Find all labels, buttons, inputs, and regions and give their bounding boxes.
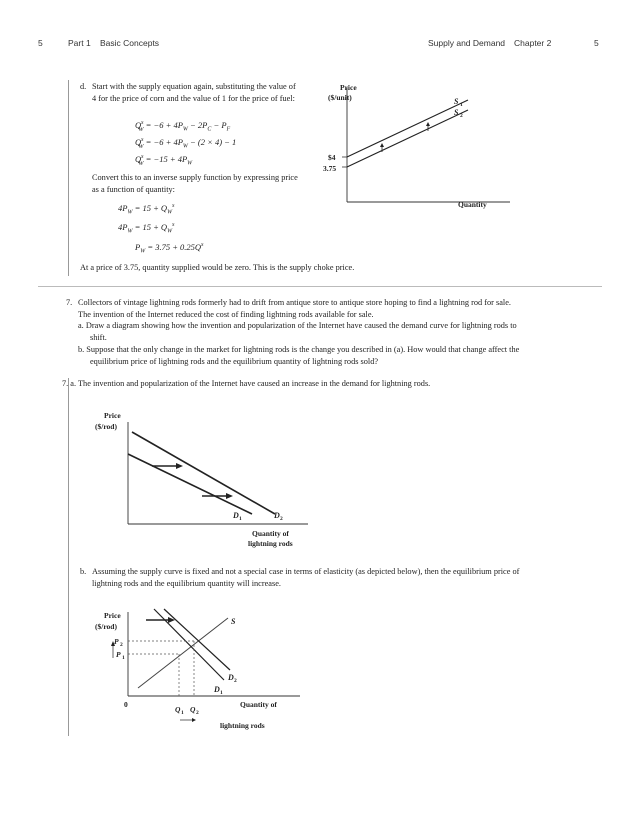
part-d-convert: Convert this to an inverse supply function by expressing price as a function of quantity: — [92, 173, 298, 194]
chart1-y-label-2: ($/unit) — [328, 93, 352, 102]
answer-7a: 7. a. The invention and popularization of the Internet have caused an increase in the demand for lightning rods. — [62, 379, 431, 388]
chart2-y-label-2: ($/rod) — [95, 422, 117, 431]
label-s1: S — [454, 97, 459, 106]
question-7-text: Collectors of vintage lightning rods formerly had to drift from antique store to antique store hoping to find a lightning rod for sale. The invention of the Internet reduced the cost of finding lightning rods available for sale. — [78, 298, 511, 319]
part-title: Basic Concepts — [100, 38, 160, 48]
chapter-label: Chapter 2 — [514, 38, 552, 48]
equation-1: $Q^s_W = -6 + 4P_W - 2P_C - P_F$ — [135, 120, 231, 133]
inverse-eq-3: $P_W = 3.75 + 0.25Q^s$ — [135, 242, 204, 255]
chart2-x-label-2: lightning rods — [248, 539, 293, 548]
chart1-y-label-1: Price — [340, 83, 357, 92]
left-margin-rule-2 — [68, 378, 69, 736]
label-d2: D — [228, 673, 234, 682]
demand-shift-chart — [80, 402, 340, 552]
demand-curve-d1 — [128, 454, 252, 514]
chart3-x-label-1: Quantity of — [240, 700, 277, 709]
supply-shift-chart — [320, 78, 520, 213]
label-q1-sub: 1 — [181, 710, 184, 716]
label-zero: 0 — [124, 700, 128, 709]
demand-arrow-upper-head — [176, 463, 183, 469]
answer-7b: Assuming the supply curve is fixed and not a special case in terms of elasticity (as depicted below), then the equilibrium price of lightning rods and the equilibrium quantity will increase. — [92, 567, 520, 588]
answer-7b-label: b. — [80, 567, 87, 576]
question-7a: a. Draw a diagram showing how the invention and popularization of the Internet have caused the demand curve for lightning rods to shift. — [78, 321, 517, 342]
chart2-x-label-1: Quantity of — [252, 529, 289, 538]
demand-curve-d2 — [164, 609, 230, 670]
question-7b: b. Suppose that the only change in the market for lightning rods is the change you described in (a). How would that change affect the equilibrium price of lightning rods and the equilibrium quantity of lightning rods sold? — [78, 345, 520, 366]
label-d2-sub: 2 — [280, 516, 283, 522]
chart3-y-label-2: ($/rod) — [95, 622, 117, 631]
equation-3: $Q^s_W = -15 + 4P_W$ — [135, 154, 193, 167]
part-d-conclusion: At a price of 3.75, quantity supplied would be zero. This is the supply choke price. — [80, 263, 355, 272]
label-d2-sub: 2 — [234, 678, 237, 684]
label-p1-sub: 1 — [122, 655, 125, 661]
quantity-arrow-head — [192, 718, 196, 722]
section-divider — [38, 286, 602, 287]
demand-arrow-lower-head — [226, 493, 233, 499]
demand-curve-d2 — [132, 432, 275, 514]
label-p1: P — [116, 650, 121, 659]
label-d1-sub: 1 — [239, 516, 242, 522]
label-p2: P — [114, 637, 119, 646]
inverse-eq-1: $4P_W = 15 + Q_W^s$ — [118, 203, 175, 216]
tick-label-4: $4 — [328, 153, 336, 162]
supply-curve-s — [138, 618, 228, 688]
label-d1: D — [214, 685, 220, 694]
chart1-x-label: Quantity — [458, 200, 487, 209]
part-label: Part 1 — [68, 38, 91, 48]
label-d1: D — [233, 511, 239, 520]
label-s: S — [231, 617, 236, 626]
equation-2: $Q^s_W = -6 + 4P_W - (2 \times 4) - 1$ — [135, 137, 237, 150]
tick-label-375: 3.75 — [323, 164, 337, 173]
equilibrium-chart — [80, 604, 340, 736]
chart2-y-label-1: Price — [104, 411, 121, 420]
question-7-number: 7. — [66, 298, 73, 307]
part-d-label: d. — [80, 82, 87, 91]
label-q2-sub: 2 — [196, 710, 199, 716]
label-s1-sub: 1 — [460, 102, 463, 108]
shift-arrow-left-head — [380, 143, 384, 147]
label-q2: Q — [190, 705, 196, 714]
label-p2-sub: 2 — [120, 642, 123, 648]
label-d1-sub: 1 — [220, 690, 223, 696]
label-q1: Q — [175, 705, 181, 714]
page-number-left: 5 — [38, 38, 43, 48]
left-margin-rule-1 — [68, 80, 69, 276]
label-s2: S — [454, 108, 459, 117]
supply-curve-s2 — [347, 110, 468, 167]
supply-curve-s1 — [347, 100, 468, 157]
part-d-intro: Start with the supply equation again, substituting the value of 4 for the price of corn and the value of 1 for the price of fuel: — [92, 82, 296, 103]
label-d2: D — [274, 511, 280, 520]
inverse-eq-2: $4P_W = 15 + Q_W^s$ — [118, 222, 175, 235]
page-number-right: 5 — [594, 38, 599, 48]
chapter-title: Supply and Demand — [428, 38, 506, 48]
label-s2-sub: 2 — [460, 113, 463, 119]
chart3-x-label-2: lightning rods — [220, 721, 265, 730]
shift-arrow-right-head — [426, 122, 430, 126]
chart3-y-label-1: Price — [104, 611, 121, 620]
